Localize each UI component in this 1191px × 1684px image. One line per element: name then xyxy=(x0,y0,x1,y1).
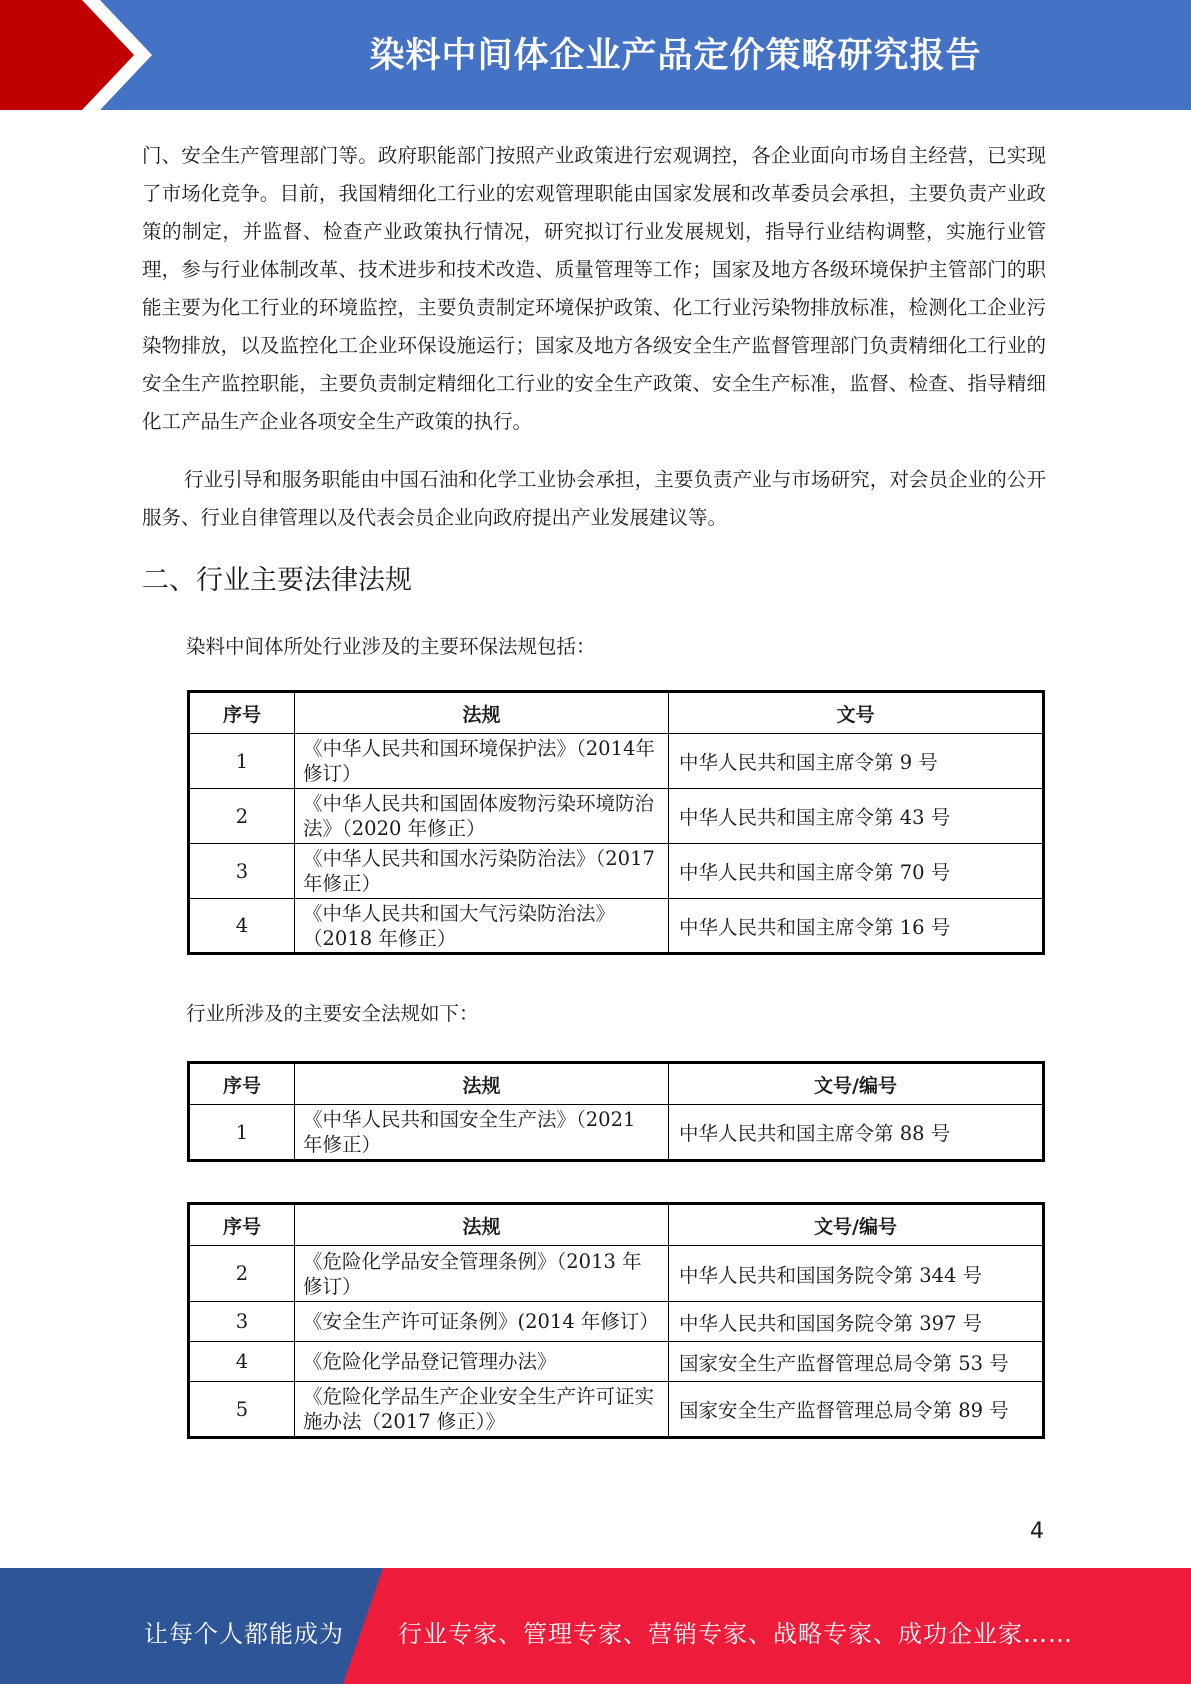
cell-law: 《中华人民共和国固体废物污染环境防治法》（2020 年修正） xyxy=(295,789,669,844)
body-paragraph-1: 门、安全生产管理部门等。政府职能部门按照产业政策进行宏观调控，各企业面向市场自主经营，已实现了市场化竞争。目前，我国精细化工行业的宏观管理职能由国家发展和改革委员会承担，主要负责产业政策的制定，并监督、检查产业政策执行情况，研究拟订行业发展规划，指导行业结构调整，实施行业管理，参与行业体制改革、技术进步和技术改造、质量管理等工作；国家及地方各级环境保护主管部门的职能主要为化工行业的环境监控，主要负责制定环境保护政策、化工行业污染物排放标准，检测化工企业污染物排放，以及监控化工企业环保设施运行；国家及地方各级安全生产监督管理部门负责精细化工行业的安全生产监控职能，主要负责制定精细化工行业的安全生产政策、安全生产标准，监督、检查、指导精细化工产品生产企业各项安全生产政策的执行。 xyxy=(142,144,1046,433)
page-number: 4 xyxy=(1030,1519,1044,1544)
column-header-doc-number: 文号 xyxy=(669,692,1044,734)
chevron-decoration-icon xyxy=(0,0,160,110)
cell-doc-number: 中华人民共和国主席令第 70 号 xyxy=(669,844,1044,899)
cell-law: 《中华人民共和国安全生产法》（2021 年修正） xyxy=(295,1105,669,1161)
document-title: 染料中间体企业产品定价策略研究报告 xyxy=(369,36,982,76)
cell-law: 《危险化学品登记管理办法》 xyxy=(295,1342,669,1382)
cell-number: 1 xyxy=(189,734,295,789)
safety-laws-table-2 xyxy=(187,1202,1045,1439)
column-header-law: 法规 xyxy=(295,1063,669,1105)
column-header-doc-number: 文号/编号 xyxy=(669,1063,1044,1105)
table-header-row xyxy=(189,1063,1044,1105)
cell-number: 2 xyxy=(189,1246,295,1302)
footer-slogan-left: 让每个人都能成为 xyxy=(144,1620,344,1648)
cell-doc-number: 中华人民共和国主席令第 43 号 xyxy=(669,789,1044,844)
column-header-law: 法规 xyxy=(295,1204,669,1246)
cell-number: 4 xyxy=(189,1342,295,1382)
cell-law: 《中华人民共和国水污染防治法》（2017 年修正） xyxy=(295,844,669,899)
header-banner xyxy=(0,0,1191,110)
cell-doc-number: 国家安全生产监督管理总局令第 53 号 xyxy=(669,1342,1044,1382)
table-row xyxy=(189,734,1044,789)
safety-table-intro: 行业所涉及的主要安全法规如下： xyxy=(186,1002,479,1025)
cell-law: 《危险化学品安全管理条例》（2013 年修订） xyxy=(295,1246,669,1302)
cell-number: 1 xyxy=(189,1105,295,1161)
cell-law: 《中华人民共和国大气污染防治法》（2018 年修正） xyxy=(295,899,669,954)
section-heading: 二、行业主要法律法规 xyxy=(142,565,412,596)
cell-number: 3 xyxy=(189,1302,295,1342)
cell-number: 2 xyxy=(189,789,295,844)
table-row xyxy=(189,844,1044,899)
cell-number: 5 xyxy=(189,1382,295,1438)
table-row xyxy=(189,1302,1044,1342)
table-row xyxy=(189,1246,1044,1302)
table-row xyxy=(189,1342,1044,1382)
safety-laws-table-1 xyxy=(187,1061,1045,1162)
footer-slogan-right: 行业专家、管理专家、营销专家、战略专家、成功企业家…… xyxy=(398,1620,1073,1648)
cell-doc-number: 中华人民共和国主席令第 16 号 xyxy=(669,899,1044,954)
body-paragraph-2: 行业引导和服务职能由中国石油和化学工业协会承担，主要负责产业与市场研究，对会员企业的公开服务、行业自律管理以及代表会员企业向政府提出产业发展建议等。 xyxy=(142,468,1046,529)
table-header-row xyxy=(189,692,1044,734)
cell-doc-number: 中华人民共和国国务院令第 397 号 xyxy=(669,1302,1044,1342)
column-header-number: 序号 xyxy=(189,1063,295,1105)
column-header-law: 法规 xyxy=(295,692,669,734)
cell-law: 《安全生产许可证条例》(2014 年修订） xyxy=(295,1302,669,1342)
env-table-intro: 染料中间体所处行业涉及的主要环保法规包括： xyxy=(186,635,596,658)
cell-doc-number: 中华人民共和国主席令第 88 号 xyxy=(669,1105,1044,1161)
table-row xyxy=(189,789,1044,844)
cell-number: 3 xyxy=(189,844,295,899)
cell-doc-number: 中华人民共和国国务院令第 344 号 xyxy=(669,1246,1044,1302)
cell-number: 4 xyxy=(189,899,295,954)
table-header-row xyxy=(189,1204,1044,1246)
table-row xyxy=(189,899,1044,954)
table-row xyxy=(189,1105,1044,1161)
table-row xyxy=(189,1382,1044,1438)
cell-law: 《中华人民共和国环境保护法》（2014年修订） xyxy=(295,734,669,789)
cell-doc-number: 中华人民共和国主席令第 9 号 xyxy=(669,734,1044,789)
cell-doc-number: 国家安全生产监督管理总局令第 89 号 xyxy=(669,1382,1044,1438)
column-header-doc-number: 文号/编号 xyxy=(669,1204,1044,1246)
column-header-number: 序号 xyxy=(189,692,295,734)
cell-law: 《危险化学品生产企业安全生产许可证实施办法（2017 修正）》 xyxy=(295,1382,669,1438)
column-header-number: 序号 xyxy=(189,1204,295,1246)
env-laws-table xyxy=(187,690,1045,955)
